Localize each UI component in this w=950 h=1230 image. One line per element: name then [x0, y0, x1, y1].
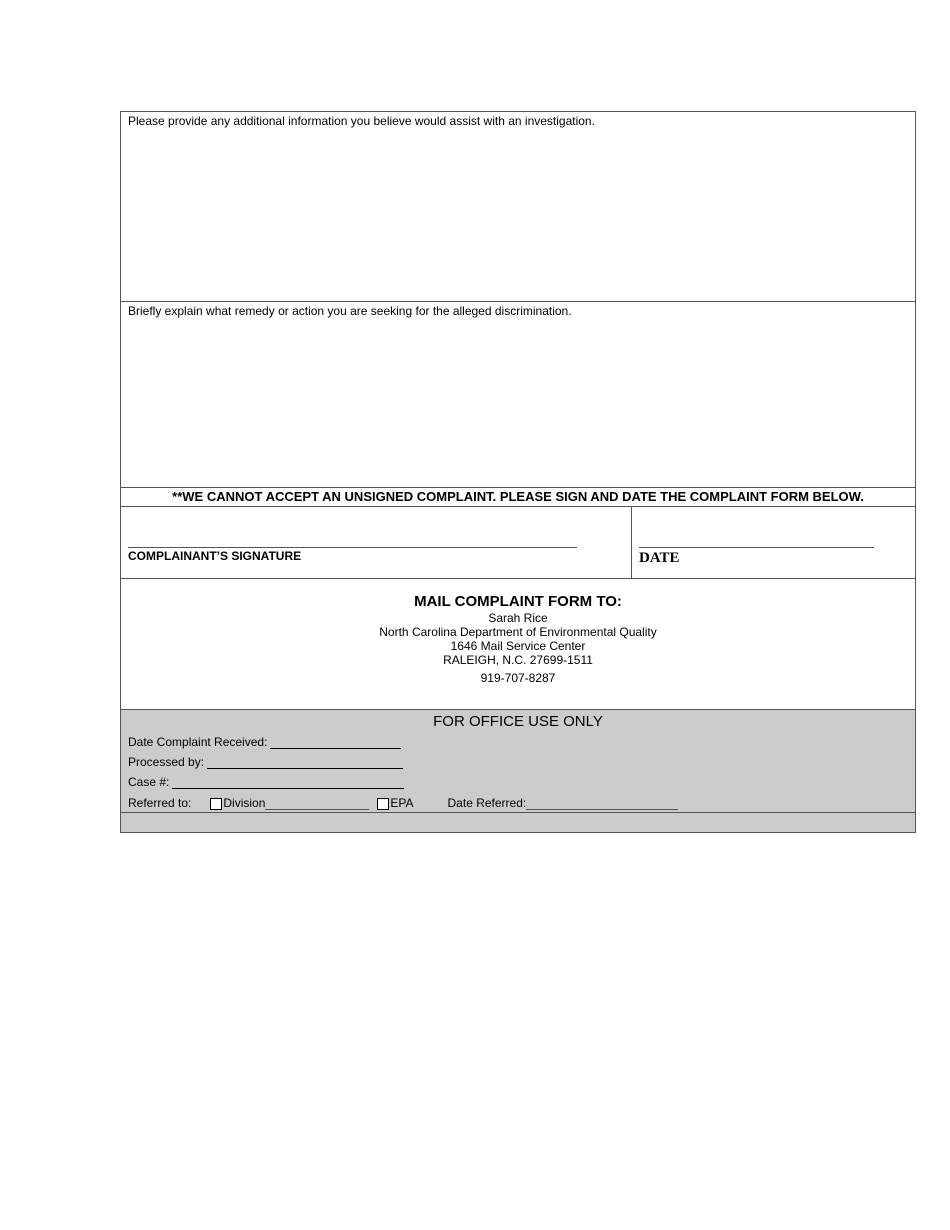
epa-checkbox[interactable] — [377, 798, 389, 810]
date-referred-label: Date Referred: — [447, 796, 527, 810]
mail-address: 1646 Mail Service Center — [450, 639, 586, 653]
date-received-input[interactable] — [270, 736, 401, 749]
case-row — [128, 775, 404, 789]
mail-city: RALEIGH, N.C. 27699-1511 — [443, 653, 593, 667]
office-use-section — [121, 710, 915, 813]
division-label: Division — [223, 796, 266, 810]
signature-line — [128, 547, 577, 548]
processed-by-row — [128, 755, 403, 769]
mail-recipient-name: Sarah Rice — [488, 611, 548, 625]
office-footer-row — [121, 813, 915, 832]
complaint-form — [120, 111, 916, 833]
signature-label: COMPLAINANT’S SIGNATURE — [128, 549, 302, 563]
remedy-prompt: Briefly explain what remedy or action you are seeking for the alleged discrimination. — [128, 304, 572, 318]
mail-section — [121, 579, 915, 710]
signature-field[interactable] — [121, 507, 632, 578]
remedy-section[interactable] — [121, 302, 915, 488]
office-title: FOR OFFICE USE ONLY — [433, 713, 603, 730]
mail-phone: 919-707-8287 — [480, 671, 556, 685]
processed-by-input[interactable] — [207, 756, 403, 769]
date-line — [639, 547, 874, 548]
referred-to-label: Referred to: — [128, 796, 192, 810]
signature-section — [121, 507, 915, 579]
date-label: DATE — [639, 550, 680, 566]
date-received-row — [128, 735, 401, 749]
case-input[interactable] — [172, 776, 404, 789]
mail-department: North Carolina Department of Environmental Quality — [379, 625, 657, 639]
division-checkbox[interactable] — [210, 798, 222, 810]
date-field[interactable] — [632, 507, 915, 578]
unsigned-notice: **WE CANNOT ACCEPT AN UNSIGNED COMPLAINT. PLEASE SIGN AND DATE THE COMPLAINT FORM BELOW. — [121, 488, 915, 507]
mail-title: MAIL COMPLAINT FORM TO: — [414, 593, 622, 610]
referred-row — [128, 796, 678, 810]
additional-info-prompt: Please provide any additional information you believe would assist with an investigation. — [128, 114, 595, 128]
date-referred-input[interactable] — [526, 798, 678, 810]
epa-label: EPA — [390, 796, 414, 810]
case-label: Case #: — [128, 775, 170, 789]
division-input[interactable] — [265, 798, 369, 810]
additional-info-section[interactable] — [121, 112, 915, 302]
processed-by-label: Processed by: — [128, 755, 205, 769]
date-received-label: Date Complaint Received: — [128, 735, 268, 749]
